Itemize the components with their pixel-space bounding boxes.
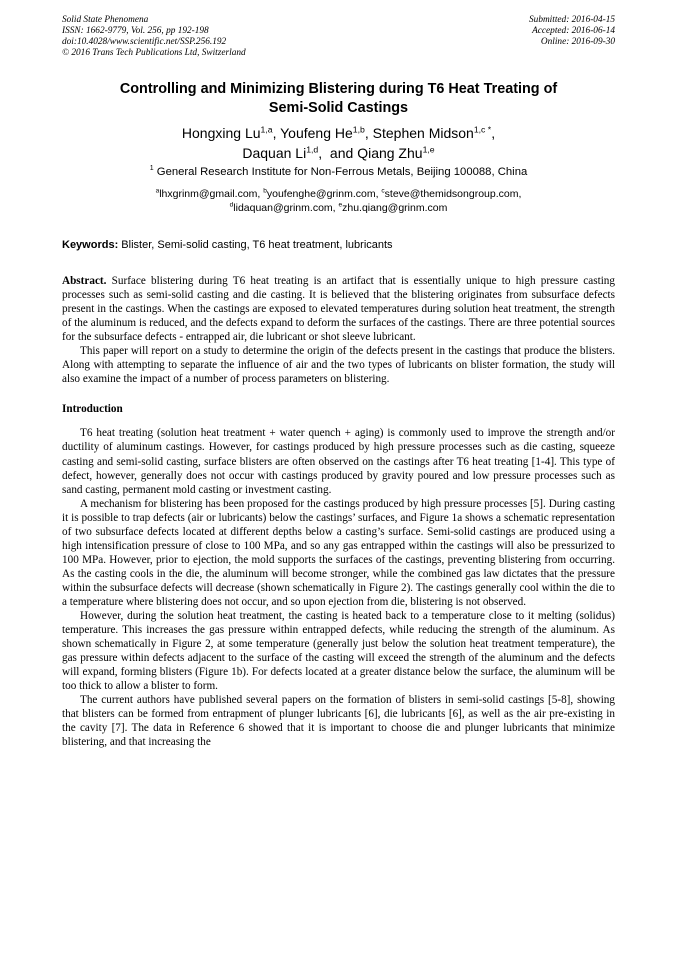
author-name: Hongxing Lu [181, 125, 261, 141]
abstract-label: Abstract. [62, 275, 107, 287]
author-affil-mark: 1,a [260, 124, 273, 135]
author-list [62, 123, 615, 163]
copyright-line: © 2016 Trans Tech Publications Ltd, Switzerland [62, 48, 246, 58]
body-paragraph: T6 heat treating (solution heat treatment + water quench + aging) is commonly used to improve the strength and/or ductility of aluminum castings. However, for castings produced by high pressure processes such as die casting, squeeze casting and semi-solid casting, surface blisters are often observed on the castings after T6 heat treating [1-4]. This type of defect, however, generally does not occur with castings produced by gravity poured and low pressure processes such as sand casting, permanent mold casting or investment casting. [62, 427, 615, 496]
doi-line: doi:10.4028/www.scientific.net/SSP.256.192 [62, 37, 227, 47]
title-line-1: Controlling and Minimizing Blistering during T6 Heat Treating of [119, 81, 558, 97]
abstract-paragraph: Abstract. Surface blistering during T6 heat treating is an artifact that is essentially unique to high pressure casting processes such as semi-solid casting and die casting. It is believed that the blistering originates from subsurface defects present in the castings. When the castings are exposed to elevated temperatures during solution heat treatment, the strength of the aluminum is reduced, and the defects expand to deform the surfaces of the castings. There are three potential sources for the subsurface defects - entrapped air, die lubricant or shot sleeve lubricant. [62, 275, 615, 344]
keywords [62, 238, 615, 252]
online-date: Online: 2016-09-30 [540, 37, 615, 47]
body-paragraph: However, during the solution heat treatment, the casting is heated back to a temperature close to it melting (solidus) temperature. This increases the gas pressure within entrapped defects, while reducing the strength of the aluminum. As shown schematically in Figure 2, at some temperature (generally just below the solution heat treatment temperature), the gas pressure within defects adjacent to the surface of the casting will exceed the strength of the aluminum and the defects will expand, forming blisters (Figure 1b). For defects located at a greater distance below the surface, the aluminum will be too thick to allow a blister to form. [62, 610, 615, 693]
author-name: Qiang Zhu [357, 145, 423, 161]
keywords-label: Keywords: [62, 239, 119, 251]
affiliation: $^1$ General Research Institute for Non-Ferrous Metals, Beijing 100088, China [149, 165, 528, 178]
author-affil-mark: 1,b [352, 124, 365, 135]
body-paragraph: The current authors have published several papers on the formation of blisters in semi-solid castings [5-8], showing that blisters can be formed from entrapment of plunger lubricants [6], die lubricants [6], as well as the air pre-existing in the cavity [7]. The data in Reference 6 showed that it is important to choose die and plunger lubricants that minimize blistering, and that increasing the [62, 694, 615, 749]
author-name: Youfeng He [280, 125, 353, 141]
abstract-paragraph: This paper will report on a study to determine the origin of the defects present in the castings that produce the blisters. Along with attempting to separate the influence of air and the two types of lubricants on blister formation, the study will also examine the impact of a number of process parameters on blistering. [62, 345, 615, 386]
paper-body [62, 274, 615, 750]
author-emails: $^a$lhxgrinm@gmail.com, $^b$youfenghe@grinm.com, $^c$steve@themidsongroup.com, $^d$lidaquan@grinm.com, $^e$zhu.qiang@grinm.com [155, 187, 522, 214]
email-link[interactable]: lidaquan@grinm.com, [233, 202, 339, 214]
author-affil-mark: 1,c * [473, 124, 492, 135]
author-name: Daquan Li [242, 145, 307, 161]
author-line-1: Hongxing Lu$^{1,a}$, Youfeng He$^{1,b}$, Stephen Midson$^{1,c *}$, [181, 124, 496, 141]
email-link[interactable]: zhu.qiang@grinm.com [342, 202, 448, 214]
author-affil-mark: 1,e [422, 144, 435, 155]
accepted-date: Accepted: 2016-06-14 [532, 26, 615, 36]
issn-line: ISSN: 1662-9779, Vol. 256, pp 192-198 [62, 26, 209, 36]
body-paragraph: A mechanism for blistering has been proposed for the castings produced by high pressure processes [5]. During casting it is possible to trap defects (air or lubricants) below the castings’ surfaces, and Figure 1a shows a schematic representation of two subsurface defects located at different depths below a casting’s surface. Semi-solid castings are produced using a high intensification pressure of close to 100 MPa, and so any gas entrapped within the castings will also be pressurized to 100 MPa. However, prior to ejection, the mold supports the surfaces of the castings, preventing blistering from occurring. As the casting cools in the die, the aluminum will become stronger, while the combined gas law dictates that the pressure within the subsurface defects will decrease (shown schematically in Figure 2). The castings generally cool within the die to a temperature where blistering does not occur, and so upon ejection from die, blistering is not observed. [62, 497, 615, 608]
section-heading-introduction: Introduction [62, 403, 123, 416]
submission-dates [529, 15, 615, 48]
author-name: Stephen Midson [372, 125, 474, 141]
email-link[interactable]: lhxgrinm@gmail.com, [159, 188, 264, 200]
keywords-text: Blister, Semi-solid casting, T6 heat treatment, lubricants [118, 239, 393, 251]
email-link[interactable]: youfenghe@grinm.com, [266, 188, 382, 200]
journal-info [62, 15, 246, 59]
journal-name: Solid State Phenomena [62, 15, 149, 25]
title-line-2: Semi-Solid Castings [268, 99, 409, 116]
paper-title [62, 80, 615, 117]
email-link[interactable]: steve@themidsongroup.com, [384, 188, 522, 200]
submitted-date: Submitted: 2016-04-15 [529, 15, 615, 25]
author-line-2: Daquan Li$^{1,d}$, and Qiang Zhu$^{1,e}$ [242, 144, 435, 161]
author-affil-mark: 1,d [306, 144, 319, 155]
